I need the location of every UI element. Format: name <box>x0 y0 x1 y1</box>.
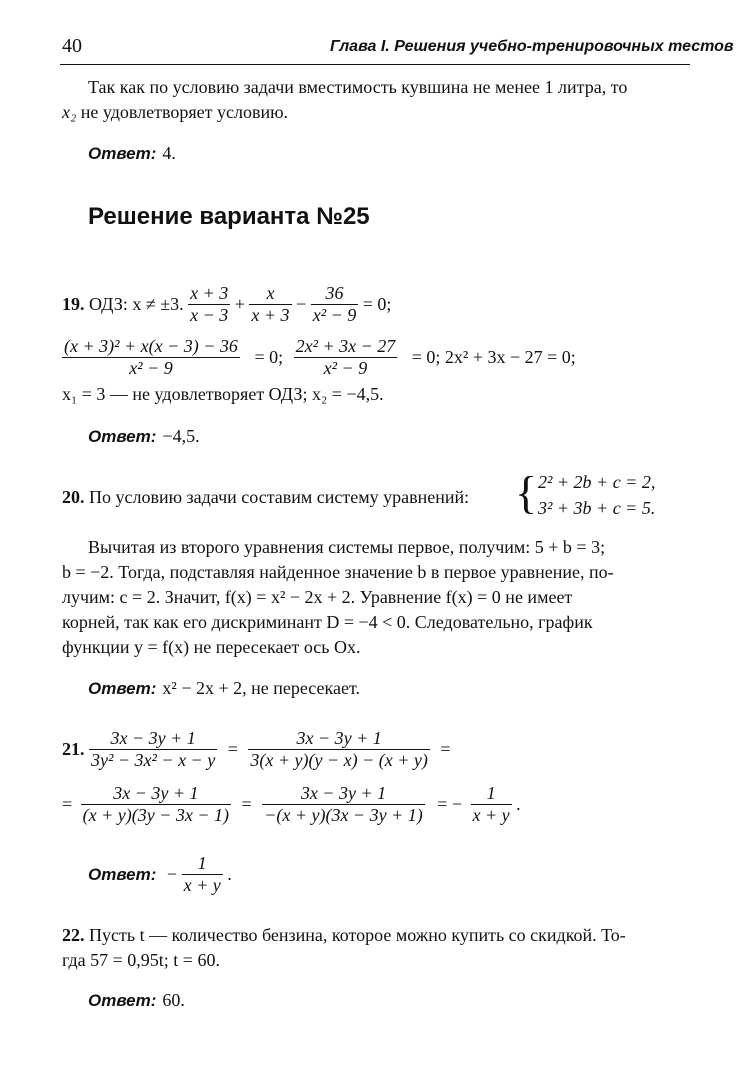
problem-22-answer: Ответ: 60. <box>88 990 185 1010</box>
problem-19-line-3: x₁ = 3 — не удовлетворяет ОДЗ; x₂ = −4,5. <box>62 384 384 404</box>
fraction: $\frac{3x - 3y + 1}{3(x + y)(y - x) - (x + y)}$ <box>250 728 428 770</box>
problem-20-para-1: Вычитая из второго уравнения системы первое, получим: 5 + b = 3; <box>88 537 606 557</box>
prev-answer: Ответ: 4. <box>88 143 176 163</box>
header-rule <box>60 64 690 65</box>
fraction: $\frac{x + 3}{x - 3}$ <box>190 283 229 325</box>
problem-22-line-2: гда 57 = 0,95t; t = 60. <box>62 950 220 970</box>
problem-19-line-2: $\frac{\text{(x + 3)² + x(x − 3) − 36}}{\text{x² − 9}}$ = 0; $\frac{\text{2x² + 3x − 27}}{\text{x² − 9}}$ = 0; 2x² + 3x − 27 = 0; <box>64 336 576 378</box>
problem-22-line-1: 22. Пусть t — количество бензина, которое можно купить со скидкой. То- <box>62 925 626 945</box>
problem-21-line-1: 21. $\frac{3x - 3y + 1}{\text{3y² − 3x² − x − y}}$ = $\frac{3x - 3y + 1}{3(x + y)(y - x) - (x + y)}$ = <box>62 728 451 770</box>
fraction: $\frac{1}{x + y}$ <box>183 853 221 895</box>
page-number: 40 <box>62 35 82 57</box>
fraction: $\frac{3x - 3y + 1}{(x + y)(3y - 3x - 1)}$ <box>82 783 230 825</box>
fraction: $\frac{3x - 3y + 1}{\text{3y² − 3x² − x − y}}$ <box>91 728 216 770</box>
fraction: $\frac{\text{(x + 3)² + x(x − 3) − 36}}{\text{x² − 9}}$ <box>64 336 238 378</box>
prev-line-2: x₂ не удовлетворяет условию. <box>62 102 289 122</box>
problem-20-para-2: b = −2. Тогда, подставляя найденное значение b в первое уравнение, по- <box>62 562 614 582</box>
problem-20-intro: 20. По условию задачи составим систему уравнений: <box>62 487 470 507</box>
problem-21-answer: Ответ: − $\frac{1}{x + y}$ . <box>88 853 232 895</box>
fraction: $\frac{3x - 3y + 1}{-(x + y)(3x - 3y + 1)}$ <box>264 783 423 825</box>
prev-line-1: Так как по условию задачи вместимость кувшина не менее 1 литра, то <box>88 77 628 97</box>
problem-21-line-2: = $\frac{3x - 3y + 1}{(x + y)(3y - 3x - 1)}$ = $\frac{3x - 3y + 1}{-(x + y)(3x - 3y + 1)}$ = − $\frac{1}{x + y}$ . <box>62 783 521 825</box>
system-brace: { <box>515 467 538 518</box>
problem-20-para-3: лучим: c = 2. Значит, f(x) = x² − 2x + 2. Уравнение f(x) = 0 не имеет <box>62 587 573 607</box>
fraction: $\frac{x}{x + 3}$ <box>251 283 290 325</box>
problem-19-line-1: 19. ОДЗ: x ≠ ±3. $\frac{x + 3}{x - 3}$ + $\frac{x}{x + 3}$ − $\frac{36}{\text{x² − 9}}$ = 0; <box>62 283 392 325</box>
section-title: Решение варианта №25 <box>88 203 370 230</box>
problem-20-para-5: функции y = f(x) не пересекает ось Ox. <box>62 637 361 657</box>
problem-20-answer: Ответ: x² − 2x + 2, не пересекает. <box>88 678 360 698</box>
problem-19-answer: Ответ: −4,5. <box>88 426 200 446</box>
system-eq-2: 3² + 3b + c = 5. <box>538 498 656 518</box>
system-eq-1: 2² + 2b + c = 2, <box>538 472 656 492</box>
fraction: $\frac{36}{\text{x² − 9}}$ <box>312 283 357 325</box>
running-title: Глава I. Решения учебно-тренировочных тестов <box>330 38 734 55</box>
fraction: $\frac{1}{x + y}$ <box>472 783 510 825</box>
fraction: $\frac{\text{2x² + 3x − 27}}{\text{x² − 9}}$ <box>295 336 396 378</box>
problem-20-para-4: корней, так как его дискриминант D = −4 < 0. Следовательно, график <box>62 612 593 632</box>
